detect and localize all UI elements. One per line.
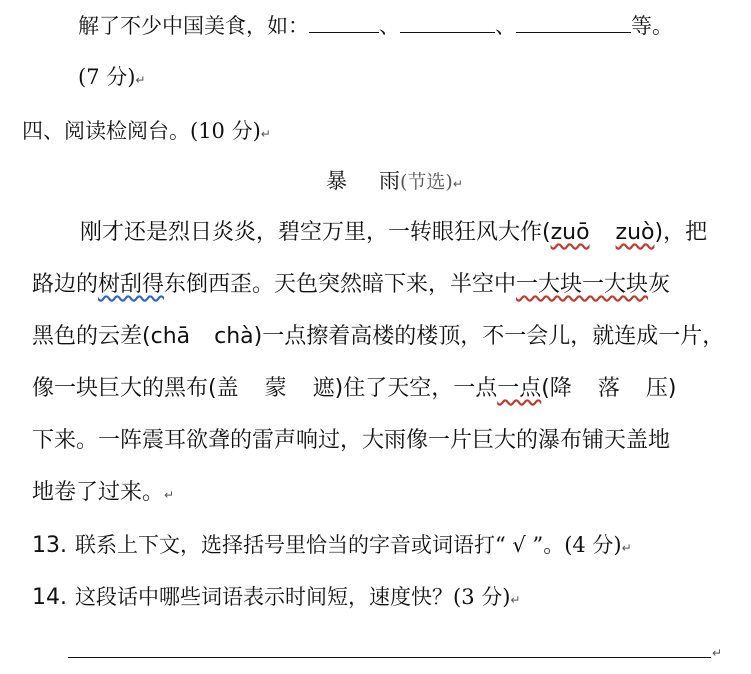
para-text: 刚才还是烈日炎炎，碧空万里，一转眼狂风大作( [80, 220, 551, 245]
pinyin-option-zuo4: zuò [615, 220, 655, 245]
answer-line[interactable] [68, 657, 711, 658]
para-line-1 [80, 218, 707, 248]
question-number: 13. [32, 533, 67, 558]
separator-1: 、 [379, 14, 400, 38]
title-char-2: 雨 [379, 169, 400, 193]
title-paren: (节选) [400, 171, 453, 193]
answer-blank-3[interactable] [516, 10, 631, 33]
return-mark-icon: ↵ [135, 73, 146, 87]
return-mark-icon: ↵ [452, 177, 463, 191]
question-14 [32, 582, 520, 615]
separator-2: 、 [495, 14, 516, 38]
return-mark-icon: ↵ [621, 541, 632, 555]
para-text: 一点 [497, 376, 542, 401]
para-text: 像一块巨大的黑布(盖 [32, 376, 239, 401]
para-text: )，把 [654, 220, 708, 245]
word-option-meng: 蒙 [264, 376, 287, 401]
return-mark-icon: ↵ [712, 646, 723, 660]
para-text: 一大块一大块 [516, 272, 649, 297]
return-mark-icon: ↵ [510, 593, 521, 607]
question-text: 联系上下文，选择括号里恰当的字音或词语打“ √ ”。(4 分) [75, 533, 622, 557]
pinyin-option-cha1: 云差(chā [98, 324, 191, 349]
para-text: 黑色的 [32, 324, 99, 349]
para-line-2 [32, 270, 670, 300]
pinyin-option-zuo1: zuō [550, 220, 590, 245]
word-option-luo: 落 [597, 376, 620, 401]
section-heading [22, 116, 271, 149]
para-text: 树刮得 [98, 272, 165, 297]
para-text: 路边的 [32, 272, 99, 297]
title-char-1: 暴 [326, 169, 347, 193]
para-line-3 [32, 322, 724, 352]
score-7: (7 分) [78, 65, 136, 89]
word-option-jiang: (降 [541, 376, 572, 401]
line1-text: 解了不少中国美食，如： [78, 14, 309, 38]
line1-end: 等。 [631, 14, 673, 38]
word-option-ya: 压) [645, 376, 677, 401]
passage-title [326, 166, 463, 199]
line-2 [78, 62, 145, 95]
question-text: 这段话中哪些词语表示时间短，速度快？(3 分) [75, 585, 511, 609]
answer-blank-1[interactable] [309, 10, 379, 33]
para-line-4 [32, 374, 676, 404]
question-number: 14. [32, 585, 67, 610]
para-text: 地卷了过来。 [32, 480, 165, 505]
answer-blank-2[interactable] [400, 10, 495, 33]
line-1 [78, 10, 673, 41]
para-line-6 [32, 478, 174, 510]
return-mark-icon: ↵ [260, 127, 271, 141]
question-13 [32, 530, 632, 563]
para-text: chà)一点擦着高楼的楼顶，不一会儿，就连成一片， [214, 324, 725, 349]
section-text: 四、阅读检阅台。(10 分) [22, 119, 261, 143]
para-text: 东倒西歪。天色突然暗下来，半空中 [164, 272, 517, 297]
para-text: 遮)住了天空，一点 [312, 376, 498, 401]
para-line-5 [32, 426, 670, 456]
para-text: 下来。一阵震耳欲聋的雷声响过，大雨像一片巨大的瀑布铺天盖地 [32, 428, 671, 453]
para-text: 灰 [648, 272, 671, 297]
return-mark-icon: ↵ [164, 488, 175, 502]
